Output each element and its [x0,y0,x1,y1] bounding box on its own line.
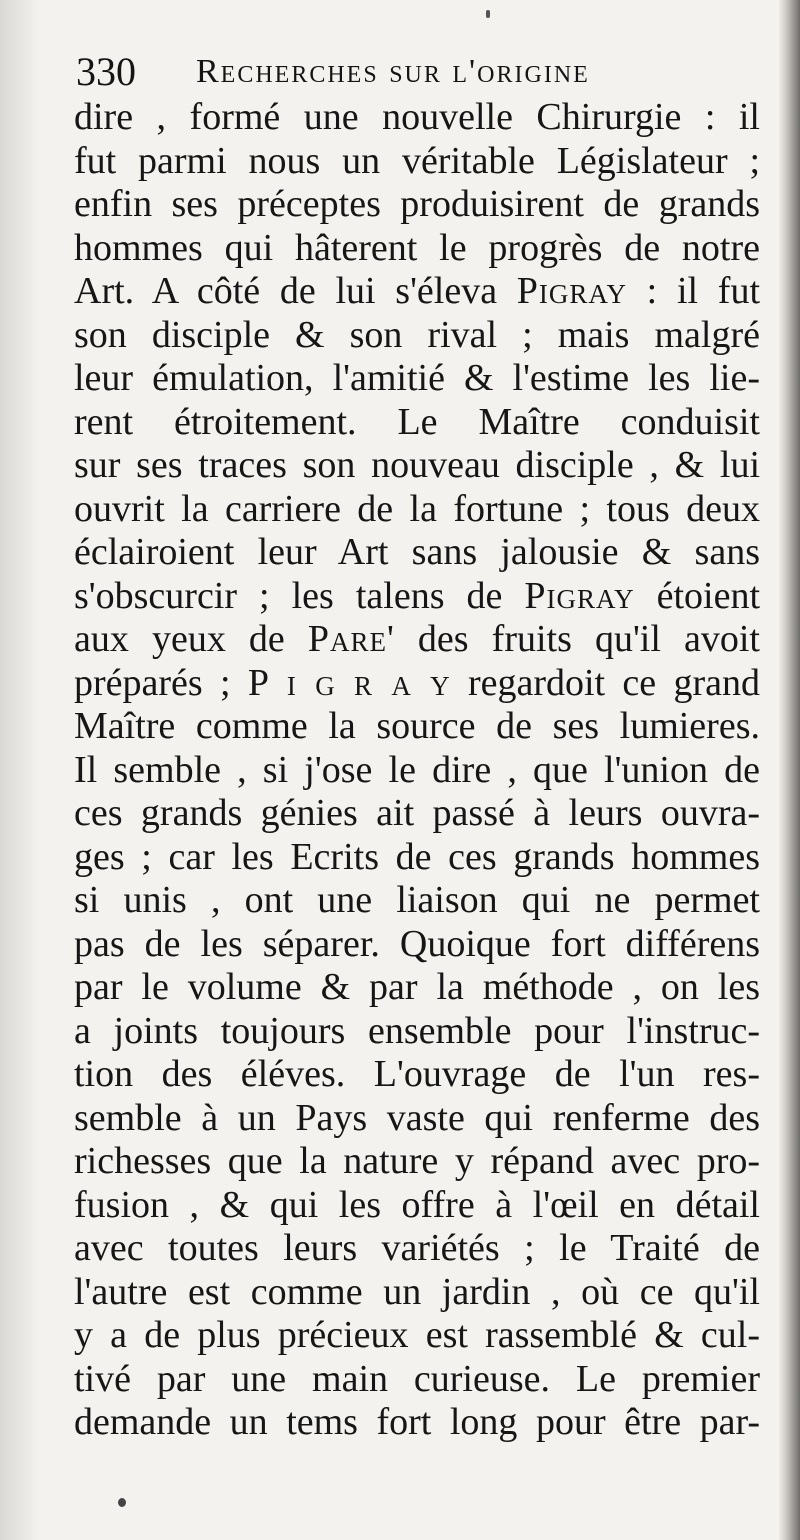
proper-name: P i g r a y [247,661,451,704]
text-line: son disciple & son rival ; mais malgré [74,313,760,356]
text-line: enfin ses préceptes produisirent de grands [74,183,760,225]
text-line: tion des éléves. L'ouvrage de l'un res- [74,1053,760,1095]
text-line: a joints toujours ensemble pour l'instruc- [74,1009,760,1052]
text-line: ouvrit la carriere de la fortune ; tous deux [74,487,760,530]
page-gutter-shadow [0,0,40,1540]
text-segment: étoient [634,574,760,617]
proper-name: Pare' [307,618,395,660]
text-line: hommes qui hâterent le progrès de notre [74,226,760,269]
text-line [74,618,760,662]
text-line: éclairoient leur Art sans jalousie & sans [74,531,760,573]
text-line: leur émulation, l'amitié & l'estime les lie- [74,357,760,399]
page-header [76,46,756,98]
text-line: rent étroitement. Le Maître conduisit [74,400,760,443]
text-line: fusion , & qui les offre à l'œil en détail [74,1183,760,1226]
text-segment: : il fut [626,270,760,312]
proper-name: Pigray [524,574,635,617]
text-line: y a de plus précieux est rassemblé & cul- [74,1314,760,1356]
text-line: tivé par une main curieuse. Le premier [74,1357,760,1400]
text-line: avec toutes leurs variétés ; le Traité de [74,1227,760,1269]
body-text [74,96,760,1445]
text-line: Maître comme la source de ses lumieres. [74,705,760,747]
text-line [74,662,760,706]
proper-name: Pigray [516,270,627,312]
running-head: Recherches sur l'origine [196,53,590,90]
text-line: dire , formé une nouvelle Chirurgie : il [74,96,760,138]
ink-speck [486,10,490,18]
ink-dot [118,1498,126,1507]
text-segment: aux yeux de [74,618,308,660]
text-line [74,270,760,314]
text-line: l'autre est comme un jardin , où ce qu'il [74,1270,760,1313]
text-line: si unis , ont une liaison qui ne permet [74,879,760,921]
text-line: semble à un Pays vaste qui renferme des [74,1096,760,1139]
page-number: 330 [76,49,136,94]
text-segment: regardoit ce grand [450,661,760,704]
text-line: par le volume & par la méthode , on les [74,966,760,1008]
text-line: pas de les séparer. Quoique fort différens [74,922,760,965]
text-line: richesses que la nature y répand avec pro- [74,1140,760,1182]
text-segment: des fruits qu'il avoit [394,618,760,660]
text-line [74,575,760,619]
text-line: ces grands génies ait passé à leurs ouvra- [74,792,760,834]
page-edge-shadow [778,0,800,1540]
text-line: demande un tems fort long pour être par- [74,1401,760,1443]
text-segment: Art. A côté de lui s'éleva [74,270,517,312]
text-line: sur ses traces son nouveau disciple , & lui [74,444,760,486]
text-segment: s'obscurcir ; les talens de [74,574,525,617]
text-line: ges ; car les Ecrits de ces grands hommes [74,835,760,878]
text-segment: préparés ; [74,661,248,704]
text-line: Il semble , si j'ose le dire , que l'union de [74,748,760,791]
text-line: fut parmi nous un véritable Législateur ; [74,139,760,182]
